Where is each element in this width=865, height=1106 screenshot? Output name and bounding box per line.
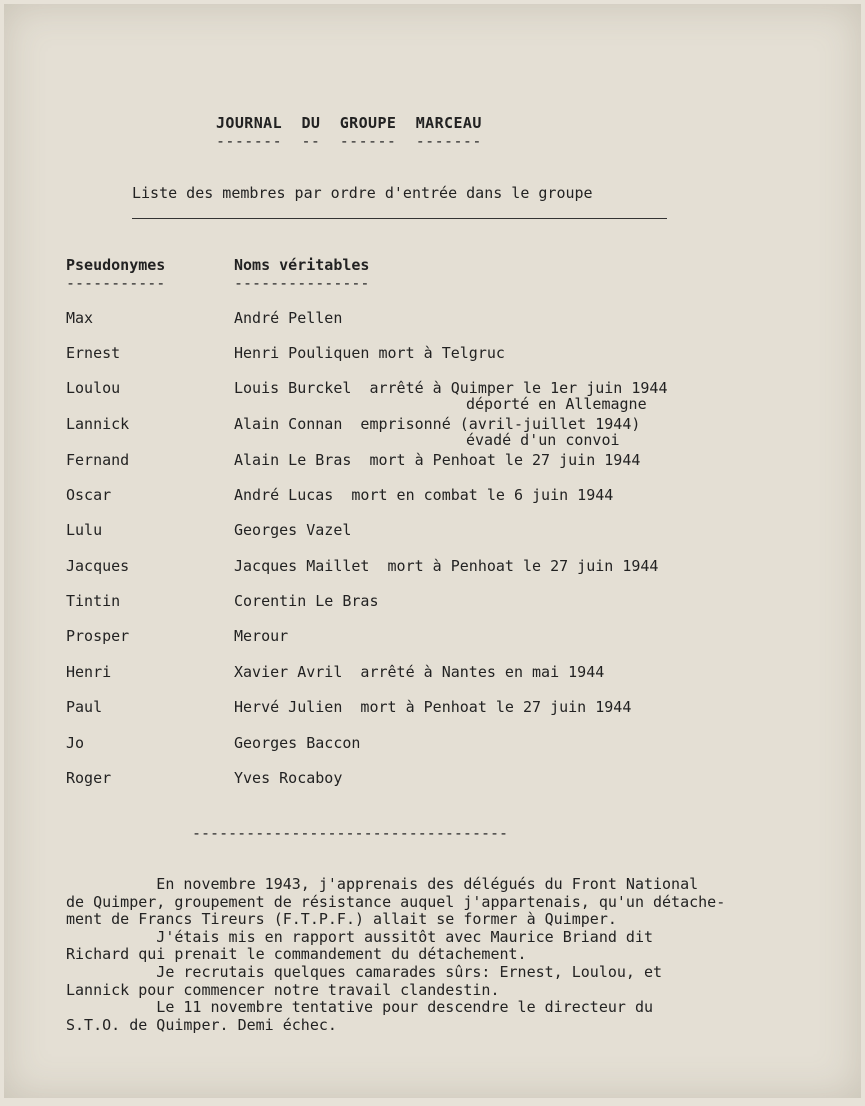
member-name: Georges Baccon <box>234 734 361 752</box>
column-underline-pseudonyms: ----------- <box>66 274 166 292</box>
member-name: Louis Burckel arrêté à Quimper le 1er juin 1944 <box>234 379 668 397</box>
list-item <box>4 344 861 380</box>
member-name: Alain Le Bras mort à Penhoat le 27 juin 1944 <box>234 451 641 469</box>
member-name: Merour <box>234 627 289 645</box>
list-item <box>4 451 861 487</box>
document-title: JOURNAL DU GROUPE MARCEAU <box>216 114 482 132</box>
column-header-pseudonyms: Pseudonymes <box>66 256 166 274</box>
member-pseudonym: Lannick <box>66 415 130 433</box>
member-pseudonym: Oscar <box>66 486 112 504</box>
member-pseudonym: Loulou <box>66 379 121 397</box>
member-pseudonym: Lulu <box>66 521 103 539</box>
subtitle-rule <box>132 218 667 219</box>
document-page <box>4 4 861 1098</box>
member-pseudonym: Fernand <box>66 451 130 469</box>
list-item <box>4 698 861 734</box>
list-item <box>4 557 861 593</box>
column-header-names: Noms véritables <box>234 256 370 274</box>
list-item <box>4 379 861 415</box>
list-item <box>4 769 861 805</box>
column-underline-names: --------------- <box>234 274 370 292</box>
list-item <box>4 486 861 522</box>
member-pseudonym: Paul <box>66 698 103 716</box>
member-pseudonym: Roger <box>66 769 112 787</box>
section-separator: ----------------------------------- <box>192 824 509 842</box>
narrative-paragraph: En novembre 1943, j'apprenais des délégués du Front National de Quimper, groupement de résistance auquel j'appartenais, qu'un détache- ment de Francs Tireurs (F.T.P.F.) allait se former à Quimper. J'étais mis en rapport aussitôt avec Maurice Briand dit Richard qui prenait le commandement du détachement. Je recrutais quelques camarades sûrs: Ernest, Loulou, et Lannick pour commencer notre travail clandestin. Le 11 novembre tentative pour descendre le directeur du S.T.O. de Quimper. Demi échec. <box>66 875 726 1034</box>
list-item <box>4 415 861 451</box>
member-name: André Lucas mort en combat le 6 juin 1944 <box>234 486 614 504</box>
member-note: déporté en Allemagne <box>466 395 647 413</box>
member-pseudonym: Henri <box>66 663 112 681</box>
member-pseudonym: Prosper <box>66 627 130 645</box>
member-note: évadé d'un convoi <box>466 431 620 449</box>
member-name: Jacques Maillet mort à Penhoat le 27 juin 1944 <box>234 557 659 575</box>
list-item <box>4 663 861 699</box>
document-subtitle: Liste des membres par ordre d'entrée dans le groupe <box>132 184 593 202</box>
title-underline: ------- -- ------ ------- <box>216 132 482 150</box>
member-pseudonym: Max <box>66 309 94 327</box>
member-pseudonym: Jacques <box>66 557 130 575</box>
list-item <box>4 734 861 770</box>
member-pseudonym: Ernest <box>66 344 121 362</box>
member-name: Hervé Julien mort à Penhoat le 27 juin 1944 <box>234 698 632 716</box>
member-name: Corentin Le Bras <box>234 592 379 610</box>
member-pseudonym: Tintin <box>66 592 121 610</box>
member-name: Xavier Avril arrêté à Nantes en mai 1944 <box>234 663 605 681</box>
member-name: Alain Connan emprisonné (avril-juillet 1944) <box>234 415 641 433</box>
list-item <box>4 592 861 628</box>
member-name: Henri Pouliquen mort à Telgruc <box>234 344 505 362</box>
member-name: Georges Vazel <box>234 521 352 539</box>
list-item <box>4 309 861 345</box>
member-pseudonym: Jo <box>66 734 85 752</box>
list-item <box>4 521 861 557</box>
member-name: Yves Rocaboy <box>234 769 343 787</box>
list-item <box>4 627 861 663</box>
member-name: André Pellen <box>234 309 343 327</box>
